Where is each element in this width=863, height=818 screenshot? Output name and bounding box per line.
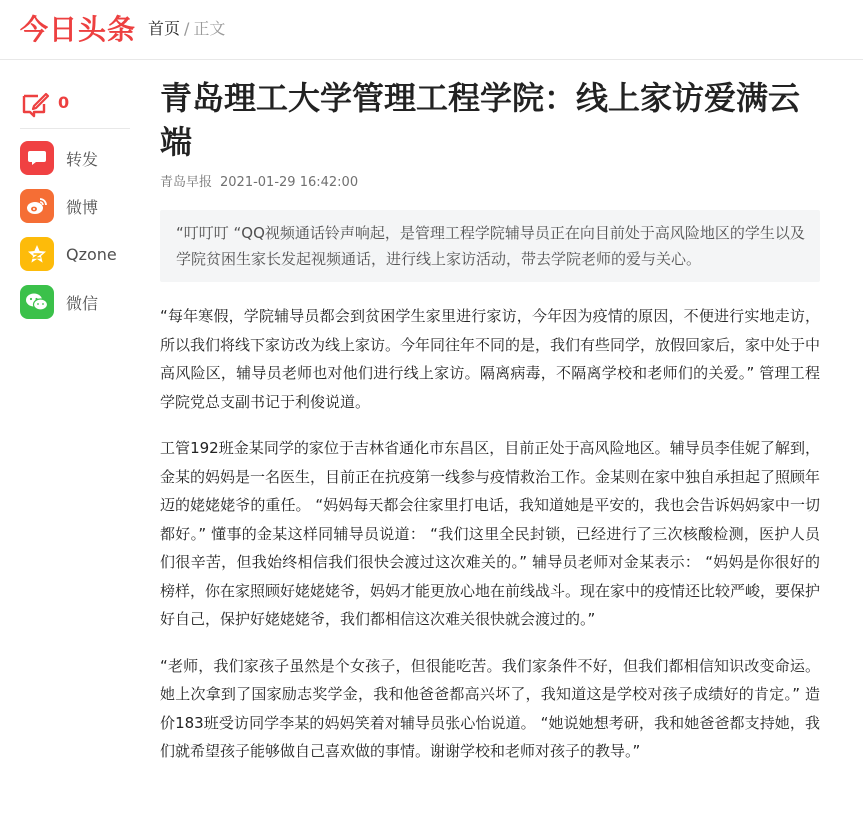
share-wechat-button[interactable] <box>20 285 130 319</box>
article-paragraph: “每年寒假，学院辅导员都会到贫困学生家里进行家访，今年因为疫情的原因，不便进行实地走访，所以我们将线下家访改为线上家访。今年同往年不同的是，我们有些同学，放假回家后，家中处于中高风险区，辅导员老师也对他们进行线上家访。隔离病毒，不隔离学校和老师们的关爱。” 管理工程学院党总支副书记于利俊说道。 <box>160 307 821 411</box>
article-body <box>160 76 820 766</box>
article-paragraph: 工管192班金某同学的家位于吉林省通化市东昌区，目前正处于高风险地区。辅导员李佳妮了解到，金某的妈妈是一名医生，目前正在抗疫第一线参与疫情救治工作。金某则在家中独自承担起了照顾年迈的姥姥姥爷的重任。 “妈妈每天都会往家里打电话，我知道她是平安的，我也会告诉妈妈家中一切都好。” 懂事的金某这样同辅导员说道： “我们这里全民封锁，已经进行了三次核酸检测，医护人员们很辛苦，但我始终相信我们很快会渡过这次难关的。” 辅导员老师对金某表示： “妈妈是你很好的榜样，你在家照顾好姥姥姥爷，妈妈才能更放心地在前线战斗。现在家中的疫情还比较严峻，要保护好自己，保护好姥姥姥爷，我们都相信这次难关很快就会渡过的。” <box>160 439 821 628</box>
article-source[interactable]: 青岛早报 <box>160 175 213 190</box>
qzone-icon <box>20 237 54 271</box>
repost-icon <box>20 141 54 175</box>
share-label-wechat: 微信 <box>66 293 99 313</box>
top-navigation-bar <box>0 0 863 60</box>
breadcrumb-home-link[interactable]: 首页 <box>148 19 181 38</box>
comment-edit-icon <box>20 88 50 118</box>
share-label-weibo: 微博 <box>66 197 99 217</box>
wechat-icon <box>20 285 54 319</box>
comment-button[interactable] <box>20 85 130 129</box>
share-repost-button[interactable] <box>20 141 130 175</box>
breadcrumb-separator: / <box>184 19 190 38</box>
share-qzone-button[interactable] <box>20 237 130 271</box>
share-label-qzone: Qzone <box>66 244 117 264</box>
breadcrumb-current: 正文 <box>193 19 226 38</box>
toutiao-logo[interactable]: 今日头条 <box>20 13 137 46</box>
article-title: 青岛理工大学管理工程学院：线上家访爱满云端 <box>160 79 801 161</box>
article-meta <box>160 174 820 192</box>
comment-count: 0 <box>58 93 70 112</box>
article-datetime: 2021-01-29 16:42:00 <box>220 175 359 190</box>
share-sidebar <box>20 85 130 333</box>
breadcrumb <box>148 18 225 40</box>
weibo-icon <box>20 189 54 223</box>
share-weibo-button[interactable] <box>20 189 130 223</box>
share-label-repost: 转发 <box>66 149 99 169</box>
article-paragraph: “老师，我们家孩子虽然是个女孩子，但很能吃苦。我们家条件不好，但我们都相信知识改变命运。她上次拿到了国家励志奖学金，我和他爸爸都高兴坏了，我知道这是学校对孩子成绩好的肯定。” 造价183班受访同学李某的妈妈笑着对辅导员张心怡说道。 “她说她想考研，我和她爸爸都支持她，我们就希望孩子能够做自己喜欢做的事情。谢谢学校和老师对孩子的教导。” <box>160 656 820 760</box>
article-lead-quote: “叮叮叮 “QQ视频通话铃声响起，是管理工程学院辅导员正在向目前处于高风险地区的学生以及学院贫困生家长发起视频通话，进行线上家访活动，带去学院老师的爱与关心。 <box>160 210 820 282</box>
